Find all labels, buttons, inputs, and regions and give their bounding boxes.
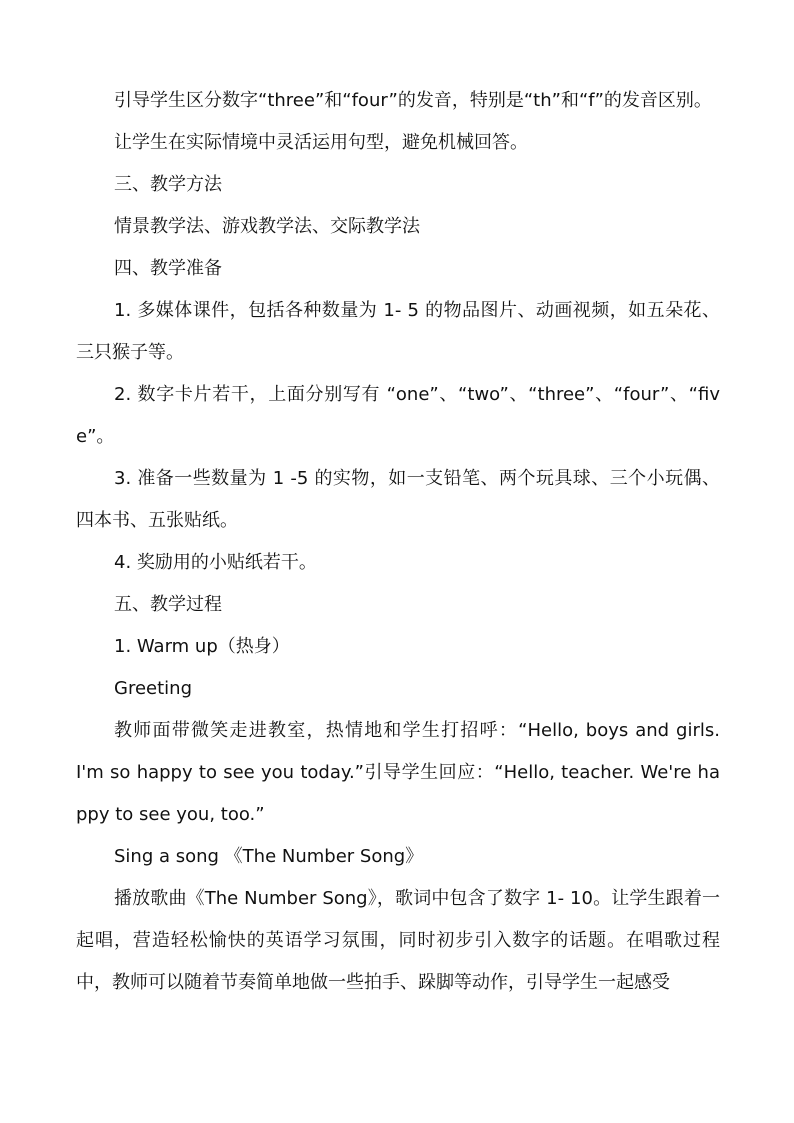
subheading-sing-a-song: Sing a song 《The Number Song》 <box>114 846 424 867</box>
section-heading-process: 五、教学过程 <box>114 594 222 615</box>
section-heading-preparation: 四、教学准备 <box>114 258 222 279</box>
list-item-prep-3: 3. 准备一些数量为 1 -5 的实物，如一支铅笔、两个玩具球、三个小玩偶、四本书、五张贴纸。 <box>76 468 720 531</box>
section-heading-methods: 三、教学方法 <box>114 174 222 195</box>
paragraph-greeting: 教师面带微笑走进教室，热情地和学生打招呼：“Hello, boys and girls. I'm so happy to see you today.”引导学生回应：“Hello, teacher. We're happy to see you, too.” <box>76 720 720 825</box>
list-item-prep-1: 1. 多媒体课件，包括各种数量为 1- 5 的物品图片、动画视频，如五朵花、三只猴子等。 <box>76 300 720 363</box>
subheading-greeting: Greeting <box>114 678 192 699</box>
paragraph-song: 播放歌曲《The Number Song》，歌词中包含了数字 1- 10。让学生跟着一起唱，营造轻松愉快的英语学习氛围，同时初步引入数字的话题。在唱歌过程中，教师可以随着节奏简单地做一些拍手、跺脚等动作，引导学生一起感受 <box>76 888 720 993</box>
document-body <box>76 80 720 1004</box>
paragraph-sentence-practice: 让学生在实际情境中灵活运用句型，避免机械回答。 <box>114 132 528 153</box>
subheading-warm-up: 1. Warm up（热身） <box>114 636 290 657</box>
list-item-prep-2: 2. 数字卡片若干，上面分别写有 “one”、“two”、“three”、“four”、“five”。 <box>76 384 720 447</box>
paragraph-pronunciation-goal: 引导学生区分数字“three”和“four”的发音，特别是“th”和“f”的发音区别。 <box>114 90 712 111</box>
paragraph-methods: 情景教学法、游戏教学法、交际教学法 <box>114 216 420 237</box>
list-item-prep-4: 4. 奖励用的小贴纸若干。 <box>114 552 317 573</box>
